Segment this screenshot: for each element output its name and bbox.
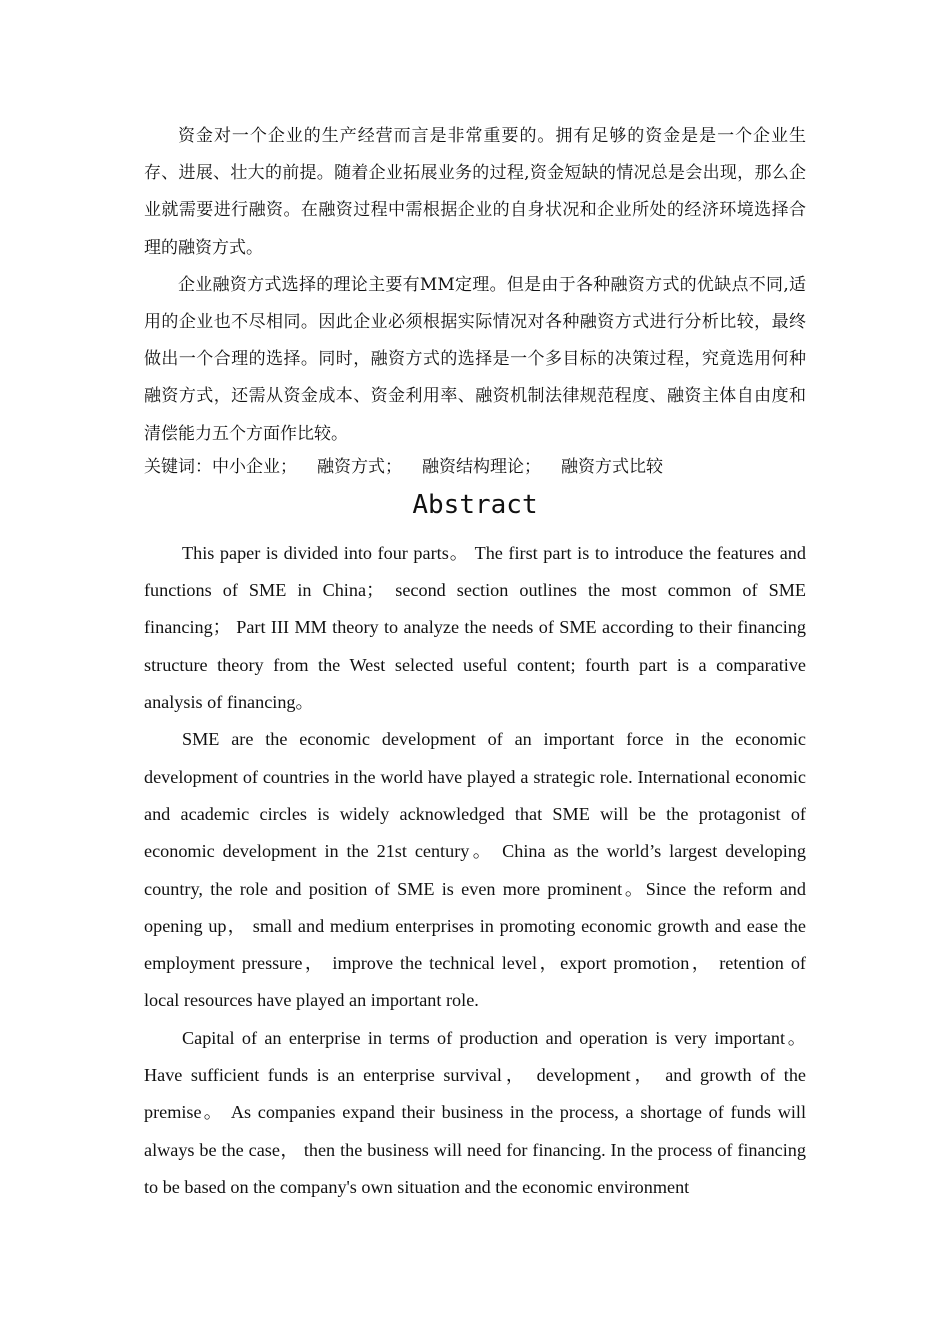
chinese-paragraph-2: 企业融资方式选择的理论主要有MM定理。但是由于各种融资方式的优缺点不同,适用的企业也不尽相同。因此企业必须根据实际情况对各种融资方式进行分析比较，最终做出一个合理的选择。同时，融资方式的选择是一个多目标的决策过程，究竟选用何种融资方式，还需从资金成本、资金利用率、融资机制法律规范程度、融资主体自由度和清偿能力五个方面作比较。 (144, 274, 806, 444)
keyword-item: 融资方式比较 (561, 456, 663, 477)
keyword-item: 融资方式； (317, 456, 402, 477)
chinese-paragraph-1: 资金对一个企业的生产经营而言是非常重要的。拥有足够的资金是是一个企业生存、进展、壮大的前提。随着企业拓展业务的过程,资金短缺的情况总是会出现，那么企业就需要进行融资。在融资过程中需根据企业的自身状况和企业所处的经济环境选择合理的融资方式。 (144, 126, 806, 258)
keywords-label: 关键词： (144, 456, 212, 477)
english-paragraph-1: This paper is divided into four parts。 The first part is to introduce the features and functions of SME in China； second section outlines the most common of SME financing； Part III MM theory to analyze the needs of SME according to their financing structure theory from the West selected useful content; fourth part is a comparative analysis of financing。 (144, 542, 806, 713)
page-content (144, 118, 806, 1206)
keyword-item: 中小企业； (212, 456, 297, 477)
english-paragraph-2: SME are the economic development of an important force in the economic development of countries in the world have played a strategic role. International economic and academic circles is widely acknowledged that SME will be the protagonist of economic development in the 21st century。 China as the world’s largest developing country, the role and position of SME is even more prominent。Since the reform and opening up， small and medium enterprises in promoting economic growth and ease the employment pressure， improve the technical level，export promotion， retention of local resources have played an important role. (144, 729, 806, 1011)
keyword-item: 融资结构理论； (422, 456, 541, 477)
keywords-line (144, 453, 806, 481)
abstract-heading: Abstract (412, 489, 538, 520)
english-paragraph-3: Capital of an enterprise in terms of production and operation is very important。Have sufficient funds is an enterprise survival， development， and growth of the premise。 As companies expand their business in the process, a shortage of funds will always be the case， then the business will need for financing. In the process of financing to be based on the company's own situation and the economic environment (144, 1027, 806, 1197)
